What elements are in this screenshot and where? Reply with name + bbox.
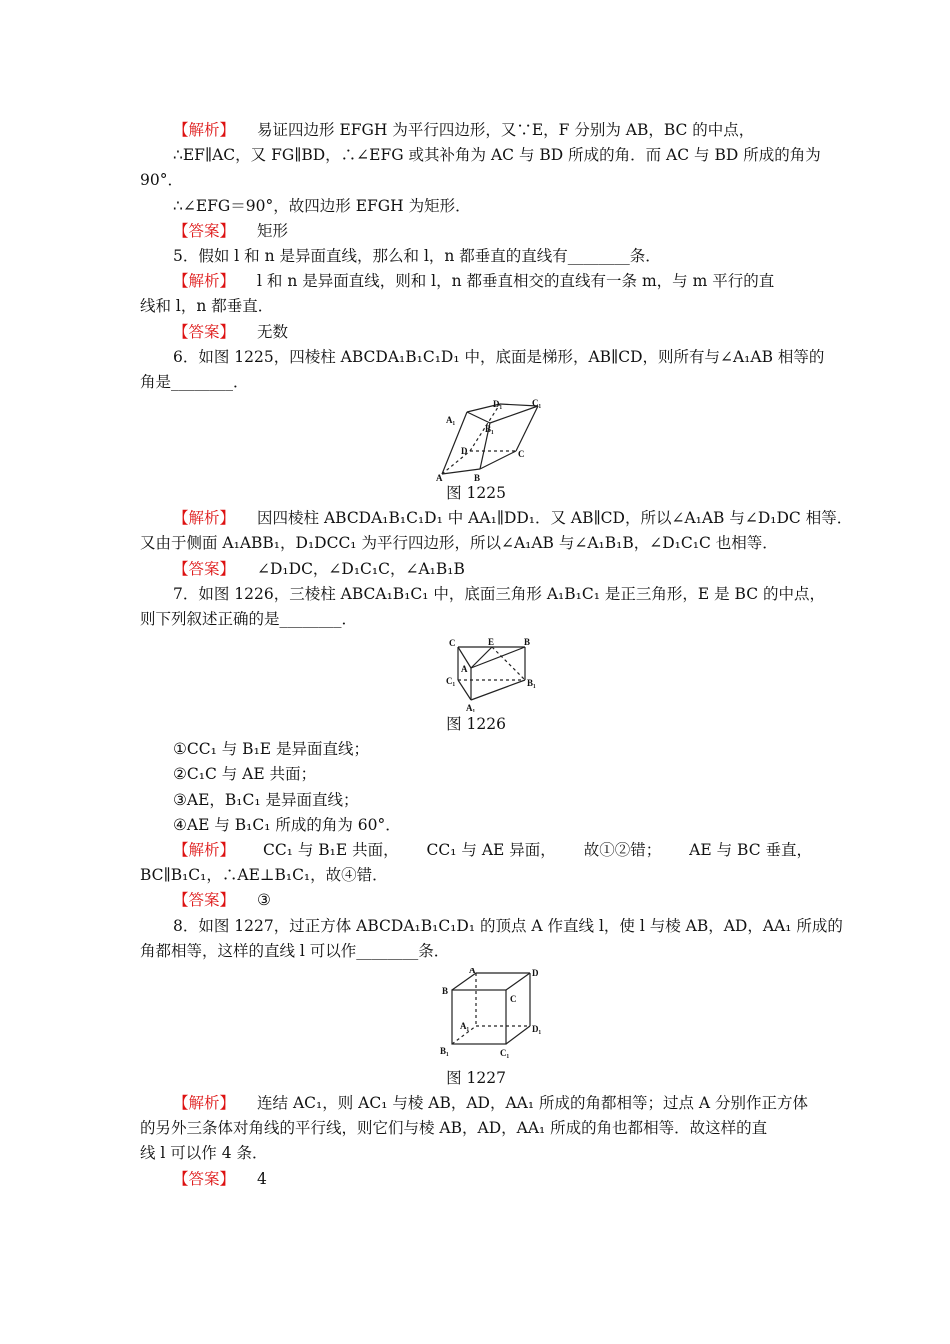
- question-5: 5．假如 l 和 n 是异面直线，那么和 l，n 都垂直的直线有________条．: [173, 247, 661, 266]
- label-C: C: [449, 638, 456, 649]
- option-3: ③AE，B₁C₁ 是异面直线；: [173, 790, 359, 809]
- label-E: E: [488, 637, 495, 648]
- option-4: ④AE 与 B₁C₁ 所成的角为 60°．: [173, 815, 401, 834]
- label-A1: A₁: [460, 1021, 470, 1032]
- answer-line: [140, 557, 812, 582]
- label-D1: D₁: [532, 1024, 542, 1035]
- answer-text: ∠D₁DC，∠D₁C₁C，∠A₁B₁B: [257, 559, 465, 578]
- label-A1: A₁: [466, 703, 476, 713]
- analysis-line: [140, 118, 812, 143]
- text-line: 线和 l，n 都垂直．: [140, 297, 274, 316]
- question-6: 6．如图 1225，四棱柱 ABCDA₁B₁C₁D₁ 中，底面是梯形，AB∥CD，则所有与∠A₁AB 相等的: [173, 347, 825, 366]
- answer-line: [140, 1167, 812, 1192]
- text-line: 线 l 可以作 4 条．: [140, 1144, 268, 1163]
- text-line: 角都相等，这样的直线 l 可以作________条．: [140, 941, 450, 960]
- label-B: B: [474, 473, 481, 482]
- label-B1: B₁: [440, 1046, 449, 1057]
- answer-tag: 【答案】: [173, 322, 236, 341]
- figure-caption: 图 1225: [446, 484, 506, 503]
- label-A: A: [461, 664, 468, 675]
- label-C: C: [518, 449, 525, 460]
- figure-caption: 图 1226: [446, 715, 506, 734]
- analysis-text: AE 与 BC 垂直，: [689, 841, 812, 860]
- answer-line: [140, 219, 812, 244]
- label-A: A: [436, 473, 443, 482]
- figure-1225: [140, 399, 812, 481]
- answer-tag: 【答案】: [173, 1169, 236, 1188]
- analysis-text: CC₁ 与 B₁E 共面，: [262, 841, 399, 860]
- analysis-text: 连结 AC₁，则 AC₁ 与棱 AB，AD，AA₁ 所成的角都相等；过点 A 分别作正方体: [257, 1094, 809, 1113]
- analysis-line: [140, 269, 812, 294]
- label-C: C: [510, 994, 517, 1005]
- text-line: 则下列叙述正确的是________．: [140, 610, 358, 629]
- text-line: 角是________．: [140, 373, 249, 392]
- answer-text: 4: [257, 1169, 267, 1188]
- text-line: 的另外三条体对角线的平行线，则它们与棱 AB，AD，AA₁ 所成的角也都相等．故这样的直: [140, 1119, 768, 1138]
- label-A: A: [469, 968, 476, 976]
- label-C1: C₁: [532, 399, 542, 409]
- option-1: ①CC₁ 与 B₁E 是异面直线；: [173, 740, 370, 759]
- analysis-tag: 【解析】: [173, 1094, 236, 1113]
- label-C1: C₁: [500, 1048, 510, 1059]
- analysis-text: 易证四边形 EFGH 为平行四边形，又∵E，F 分别为 AB，BC 的中点，: [257, 121, 755, 139]
- option-2: ②C₁C 与 AE 共面；: [173, 765, 317, 784]
- question-8: 8．如图 1227，过正方体 ABCDA₁B₁C₁D₁ 的顶点 A 作直线 l，使 l 与棱 AB，AD，AA₁ 所成的: [173, 916, 843, 935]
- analysis-line: [140, 838, 812, 863]
- answer-line: [140, 888, 812, 913]
- answer-tag: 【答案】: [173, 891, 236, 910]
- analysis-text: 故①②错；: [583, 841, 662, 860]
- figure-caption: 图 1227: [446, 1069, 506, 1088]
- answer-text: 无数: [257, 322, 289, 341]
- answer-tag: 【答案】: [173, 559, 236, 578]
- text-line: 又由于侧面 A₁ABB₁，D₁DCC₁ 为平行四边形，所以∠A₁AB 与∠A₁B₁B，∠D₁C₁C 也相等．: [140, 534, 778, 553]
- text-line: BC∥B₁C₁，∴AE⊥B₁C₁，故④错．: [140, 866, 388, 885]
- label-D: D: [532, 968, 539, 979]
- label-D: D: [461, 446, 468, 457]
- figure-1226: [140, 636, 812, 712]
- analysis-line: [140, 506, 853, 531]
- analysis-text: CC₁ 与 AE 异面，: [426, 841, 556, 860]
- answer-text: ③: [257, 891, 271, 910]
- analysis-text: 因四棱柱 ABCDA₁B₁C₁D₁ 中 AA₁∥DD₁．又 AB∥CD，所以∠A₁AB 与∠D₁DC 相等．: [257, 509, 853, 528]
- analysis-line: [140, 1091, 812, 1116]
- analysis-tag: 【解析】: [173, 841, 236, 860]
- answer-tag: 【答案】: [173, 221, 236, 240]
- answer-line: [140, 320, 812, 345]
- label-D1: D₁: [493, 399, 503, 410]
- label-B1: B₁: [485, 424, 494, 435]
- label-B1: B₁: [527, 678, 536, 689]
- text-line: ∴EF∥AC，又 FG∥BD，∴∠EFG 或其补角为 AC 与 BD 所成的角．而 AC 与 BD 所成的角为: [173, 146, 821, 165]
- document-page: [140, 118, 853, 1192]
- analysis-text: l 和 n 是异面直线，则和 l，n 都垂直相交的直线有一条 m，与 m 平行的直: [257, 272, 775, 291]
- analysis-tag: 【解析】: [173, 121, 236, 139]
- answer-text: 矩形: [257, 221, 289, 240]
- label-A1: A₁: [446, 415, 456, 426]
- label-C1: C₁: [446, 676, 456, 687]
- figure-1227: [140, 968, 812, 1066]
- analysis-tag: 【解析】: [173, 272, 236, 291]
- text-line: ∴∠EFG＝90°，故四边形 EFGH 为矩形．: [173, 196, 471, 215]
- label-B: B: [524, 637, 531, 648]
- text-line: 90°．: [140, 171, 183, 190]
- analysis-tag: 【解析】: [173, 509, 236, 528]
- question-7: 7．如图 1226，三棱柱 ABCA₁B₁C₁ 中，底面三角形 A₁B₁C₁ 是正三角形，E 是 BC 的中点，: [173, 584, 825, 603]
- label-B: B: [442, 986, 449, 997]
